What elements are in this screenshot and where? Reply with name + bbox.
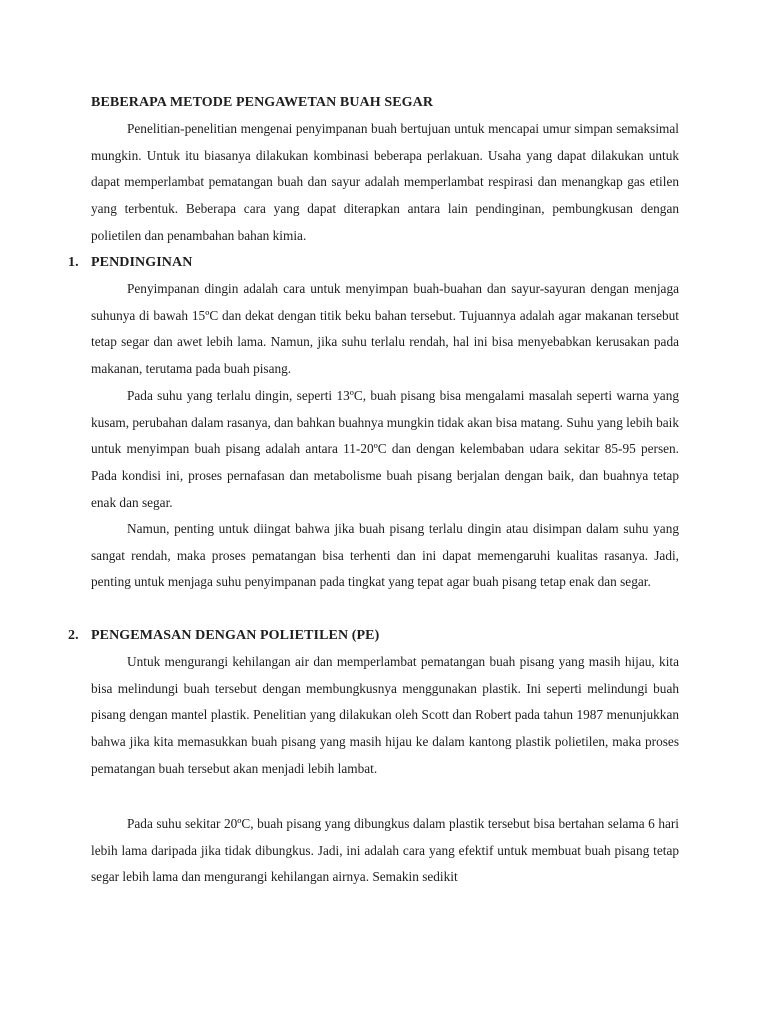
section-number: 1.	[68, 255, 79, 270]
paragraph: Pada suhu sekitar 20ºC, buah pisang yang dibungkus dalam plastik tersebut bisa bertahan selama 6 hari lebih lama daripada jika tidak dibungkus. Jadi, ini adalah cara yang efektif untuk membuat buah pisang tetap segar lebih lama dan mengurangi kehilangan airnya. Semakin sedikit	[91, 816, 679, 885]
section-title: PENGEMASAN DENGAN POLIETILEN (PE)	[91, 628, 380, 643]
paragraph: Namun, penting untuk diingat bahwa jika buah pisang terlalu dingin atau disimpan dalam suhu yang sangat rendah, maka proses pematangan bisa terhenti dan ini dapat memengaruhi kualitas rasanya. Jadi, penting untuk menjaga suhu penyimpanan pada tingkat yang tepat agar buah pisang tetap enak dan segar.	[91, 521, 679, 590]
section-title: PENDINGINAN	[91, 255, 193, 270]
paragraph: Penyimpanan dingin adalah cara untuk menyimpan buah-buahan dan sayur-sayuran dengan menjaga suhunya di bawah 15ºC dan dekat dengan titik beku bahan tersebut. Tujuannya adalah agar makanan tersebut tetap segar dan awet lebih lama. Namun, jika suhu terlalu rendah, hal ini bisa menyebabkan kerusakan pada makanan, terutama pada buah pisang.	[91, 281, 679, 377]
document-title: BEBERAPA METODE PENGAWETAN BUAH SEGAR	[91, 95, 434, 110]
paragraph: Pada suhu yang terlalu dingin, seperti 13ºC, buah pisang bisa mengalami masalah seperti warna yang kusam, perubahan dalam rasanya, dan bahkan buahnya mungkin tidak akan bisa matang. Suhu yang lebih baik untuk menyimpan buah pisang adalah antara 11-20ºC dan dengan kelembaban udara sekitar 85-95 persen. Pada kondisi ini, proses pernafasan dan metabolisme buah pisang berjalan dengan baik, dan buahnya tetap enak dan segar.	[91, 388, 679, 510]
paragraph: Untuk mengurangi kehilangan air dan memperlambat pematangan buah pisang yang masih hijau, kita bisa melindungi buah tersebut dengan membungkusnya menggunakan plastik. Ini seperti melindungi buah pisang dengan mantel plastik. Penelitian yang dilakukan oleh Scott dan Robert pada tahun 1987 menunjukkan bahwa jika kita memasukkan buah pisang yang masih hijau ke dalam kantong plastik polietilen, maka proses pematangan buah tersebut akan menjadi lebih lambat.	[91, 654, 679, 776]
intro-paragraph: Penelitian-penelitian mengenai penyimpanan buah bertujuan untuk mencapai umur simpan semaksimal mungkin. Untuk itu biasanya dilakukan kombinasi beberapa perlakuan. Usaha yang dapat dilakukan untuk dapat memperlambat pematangan buah dan sayur adalah memperlambat respirasi dan menangkap gas etilen yang terbentuk. Beberapa cara yang dapat diterapkan antara lain pendinginan, pembungkusan dengan polietilen dan penambahan bahan kimia.	[91, 121, 679, 243]
section-heading-pengemasan	[68, 626, 379, 646]
section-heading-pendinginan	[68, 253, 192, 273]
section-number: 2.	[68, 628, 79, 643]
